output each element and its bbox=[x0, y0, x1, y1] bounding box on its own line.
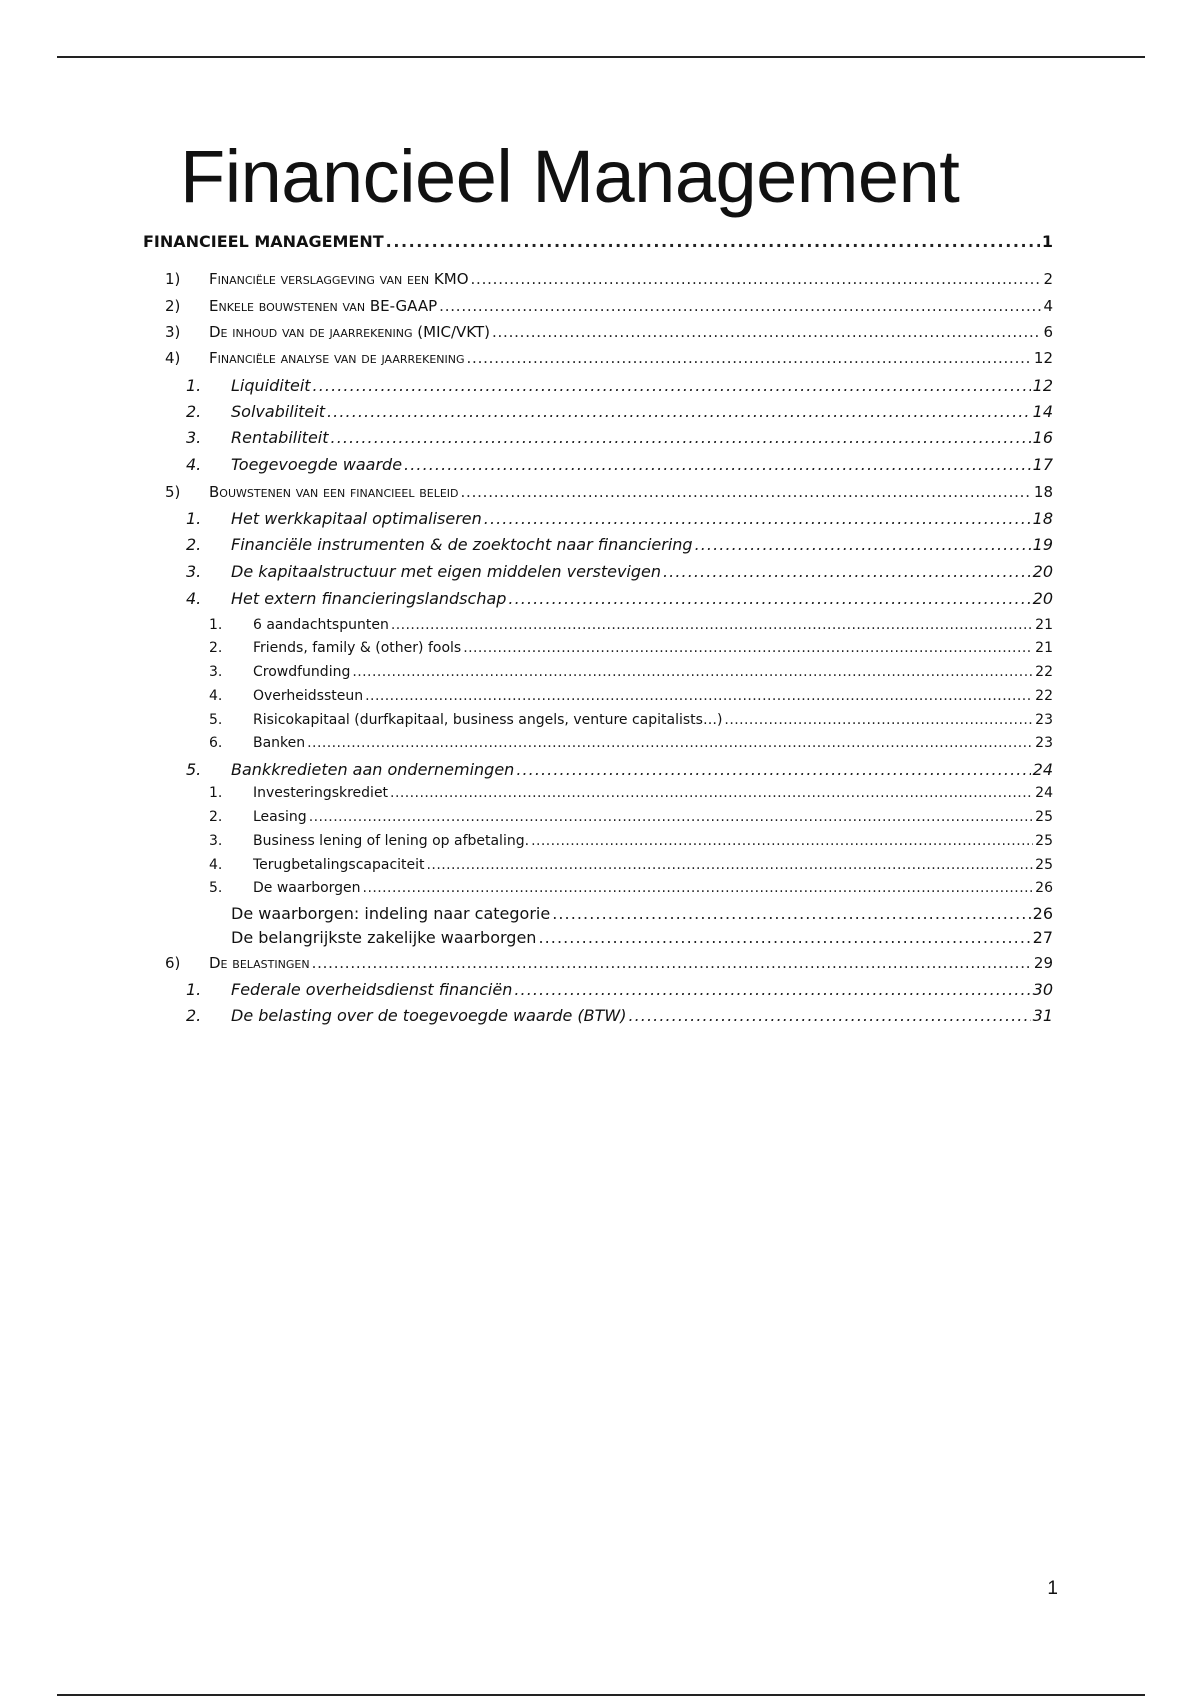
toc-entry-number: 2. bbox=[209, 809, 223, 825]
dot-leader bbox=[386, 232, 1040, 251]
dot-leader bbox=[471, 270, 1042, 288]
toc-entry[interactable] bbox=[209, 785, 1053, 801]
toc-entry[interactable] bbox=[165, 349, 1053, 367]
toc-entry-number: 2. bbox=[209, 640, 223, 656]
toc-entry-title: De belangrijkste zakelijke waarborgen bbox=[231, 928, 537, 947]
toc-entry-title: Rentabiliteit bbox=[231, 428, 329, 447]
toc-entry-number: 4) bbox=[165, 349, 181, 367]
dot-leader bbox=[492, 323, 1041, 341]
toc-entry-number: 3. bbox=[186, 562, 202, 581]
toc-entry[interactable] bbox=[143, 232, 1053, 251]
dot-leader bbox=[531, 833, 1033, 849]
toc-entry[interactable] bbox=[165, 954, 1053, 972]
toc-entry-number: 5. bbox=[209, 712, 223, 728]
toc-entry-page: 12 bbox=[1033, 349, 1053, 367]
toc-entry-title: De kapitaalstructuur met eigen middelen verstevigen bbox=[231, 562, 661, 581]
toc-entry-title: 6 aandachtspunten bbox=[253, 617, 389, 633]
toc-entry[interactable] bbox=[209, 833, 1053, 849]
toc-entry[interactable] bbox=[186, 980, 1053, 999]
toc-entry-title: Het werkkapitaal optimaliseren bbox=[231, 509, 482, 528]
dot-leader bbox=[461, 483, 1032, 501]
toc-entry-title: Enkele bouwstenen van BE-GAAP bbox=[209, 297, 438, 315]
dot-leader bbox=[552, 904, 1030, 923]
toc-entry-title: Leasing bbox=[253, 809, 307, 825]
dot-leader bbox=[307, 735, 1033, 751]
dot-leader bbox=[695, 535, 1031, 554]
toc-entry[interactable] bbox=[186, 509, 1053, 528]
toc-entry-page: 31 bbox=[1032, 1006, 1053, 1025]
page-number: 1 bbox=[1047, 1578, 1058, 1599]
toc-entry-title: Bouwstenen van een financieel beleid bbox=[209, 483, 459, 501]
toc-entry-number: 5. bbox=[209, 880, 223, 896]
toc-entry-page: 16 bbox=[1032, 428, 1053, 447]
toc-entry-page: 19 bbox=[1032, 535, 1053, 554]
toc-entry-number: 2) bbox=[165, 297, 181, 315]
dot-leader bbox=[365, 688, 1033, 704]
toc-entry-title: Financiële analyse van de jaarrekening bbox=[209, 349, 465, 367]
toc-entry-page: 2 bbox=[1043, 270, 1053, 288]
dot-leader bbox=[663, 562, 1031, 581]
dot-leader bbox=[508, 589, 1030, 608]
toc-entry-page: 21 bbox=[1035, 617, 1053, 633]
toc-entry-page: 18 bbox=[1032, 509, 1053, 528]
toc-entry[interactable] bbox=[209, 735, 1053, 751]
toc-entry-page: 25 bbox=[1035, 809, 1053, 825]
toc-entry[interactable] bbox=[231, 928, 1053, 947]
toc-entry-page: 30 bbox=[1032, 980, 1053, 999]
dot-leader bbox=[724, 712, 1033, 728]
toc-entry[interactable] bbox=[165, 270, 1053, 288]
toc-entry-page: 27 bbox=[1032, 928, 1053, 947]
toc-entry-title: Het extern financieringslandschap bbox=[231, 589, 507, 608]
toc-entry-number: 2. bbox=[186, 402, 202, 421]
toc-entry-title: Investeringskrediet bbox=[253, 785, 389, 801]
toc-entry-page: 24 bbox=[1032, 760, 1053, 779]
toc-entry-page: 22 bbox=[1035, 664, 1053, 680]
toc-entry-page: 18 bbox=[1033, 483, 1053, 501]
toc-entry-title: De inhoud van de jaarrekening (MIC/VKT) bbox=[209, 323, 490, 341]
toc-entry-title: De belastingen bbox=[209, 954, 310, 972]
toc-entry[interactable] bbox=[165, 483, 1053, 501]
toc-entry-page: 29 bbox=[1033, 954, 1053, 972]
toc-entry[interactable] bbox=[209, 857, 1053, 873]
dot-leader bbox=[327, 402, 1031, 421]
toc-entry[interactable] bbox=[209, 640, 1053, 656]
toc-entry-page: 12 bbox=[1032, 376, 1053, 395]
toc-entry-page: 21 bbox=[1035, 640, 1053, 656]
toc-entry[interactable] bbox=[165, 323, 1053, 341]
dot-leader bbox=[309, 809, 1033, 825]
toc-entry[interactable] bbox=[186, 535, 1053, 554]
toc-entry[interactable] bbox=[186, 428, 1053, 447]
toc-entry-title: De waarborgen bbox=[253, 880, 361, 896]
toc-entry-title: Crowdfunding bbox=[253, 664, 351, 680]
dot-leader bbox=[514, 980, 1030, 999]
toc-entry-number: 1. bbox=[186, 509, 202, 528]
toc-entry-title: Terugbetalingscapaciteit bbox=[253, 857, 425, 873]
dot-leader bbox=[463, 640, 1033, 656]
footer-rule bbox=[57, 1694, 1145, 1696]
toc-entry-page: 26 bbox=[1035, 880, 1053, 896]
toc-entry-number: 3. bbox=[209, 833, 223, 849]
toc-entry[interactable] bbox=[165, 297, 1053, 315]
dot-leader bbox=[331, 428, 1031, 447]
toc-entry-number: 4. bbox=[209, 857, 223, 873]
toc-entry[interactable] bbox=[186, 402, 1053, 421]
toc-entry-number: 3. bbox=[186, 428, 202, 447]
dot-leader bbox=[404, 455, 1031, 474]
dot-leader bbox=[312, 954, 1032, 972]
toc-entry-number: 3. bbox=[209, 664, 223, 680]
toc-entry[interactable] bbox=[231, 904, 1053, 923]
toc-entry-number: 4. bbox=[209, 688, 223, 704]
toc-entry-title: Solvabiliteit bbox=[231, 402, 325, 421]
dot-leader bbox=[628, 1006, 1030, 1025]
toc-entry[interactable] bbox=[186, 760, 1053, 779]
toc-entry[interactable] bbox=[209, 712, 1053, 728]
toc-entry[interactable] bbox=[186, 562, 1053, 581]
toc-entry-title: Banken bbox=[253, 735, 306, 751]
toc-entry-page: 14 bbox=[1032, 402, 1053, 421]
toc-entry-title: Friends, family & (other) fools bbox=[253, 640, 462, 656]
header-rule bbox=[57, 56, 1145, 58]
dot-leader bbox=[467, 349, 1032, 367]
toc-entry[interactable] bbox=[209, 664, 1053, 680]
dot-leader bbox=[390, 785, 1033, 801]
toc-entry-title: Financiële verslaggeving van een KMO bbox=[209, 270, 469, 288]
toc-entry-number: 5. bbox=[186, 760, 202, 779]
toc-entry-page: 24 bbox=[1035, 785, 1053, 801]
toc-entry[interactable] bbox=[209, 809, 1053, 825]
dot-leader bbox=[313, 376, 1031, 395]
toc-entry-page: 6 bbox=[1043, 323, 1053, 341]
toc-entry-title: Risicokapitaal (durfkapitaal, business angels, venture capitalists…) bbox=[253, 712, 723, 728]
dot-leader bbox=[363, 880, 1034, 896]
dot-leader bbox=[516, 760, 1030, 779]
toc-entry-title: FINANCIEEL MANAGEMENT bbox=[143, 232, 384, 251]
toc-entry-title: De waarborgen: indeling naar categorie bbox=[231, 904, 551, 923]
toc-entry-page: 17 bbox=[1032, 455, 1053, 474]
toc-entry[interactable] bbox=[209, 688, 1053, 704]
toc-entry-number: 1) bbox=[165, 270, 181, 288]
toc-entry-number: 6. bbox=[209, 735, 223, 751]
toc-entry-title: Liquiditeit bbox=[231, 376, 311, 395]
toc-entry-page: 1 bbox=[1041, 232, 1053, 251]
toc-entry-title: Financiële instrumenten & de zoektocht naar financiering bbox=[231, 535, 693, 554]
dot-leader bbox=[352, 664, 1033, 680]
toc-entry-number: 3) bbox=[165, 323, 181, 341]
toc-entry-title: Business lening of lening op afbetaling. bbox=[253, 833, 530, 849]
toc-entry-number: 1. bbox=[186, 376, 202, 395]
toc-entry-number: 2. bbox=[186, 1006, 202, 1025]
toc-entry-number: 1. bbox=[209, 785, 223, 801]
toc-entry[interactable] bbox=[186, 376, 1053, 395]
toc-entry-number: 4. bbox=[186, 455, 202, 474]
toc-entry-number: 1. bbox=[209, 617, 223, 633]
toc-entry-number: 4. bbox=[186, 589, 202, 608]
document-title: Financieel Management bbox=[180, 135, 960, 218]
toc-entry-number: 5) bbox=[165, 483, 181, 501]
toc-entry-number: 6) bbox=[165, 954, 181, 972]
toc-entry-page: 23 bbox=[1035, 735, 1053, 751]
toc-entry-title: Bankkredieten aan ondernemingen bbox=[231, 760, 515, 779]
toc-entry-page: 22 bbox=[1035, 688, 1053, 704]
dot-leader bbox=[484, 509, 1031, 528]
toc-entry[interactable] bbox=[186, 1006, 1053, 1025]
dot-leader bbox=[439, 297, 1041, 315]
toc-entry-page: 23 bbox=[1035, 712, 1053, 728]
toc-entry-title: Federale overheidsdienst financiën bbox=[231, 980, 513, 999]
toc-entry-title: De belasting over de toegevoegde waarde (BTW) bbox=[231, 1006, 627, 1025]
toc-entry[interactable] bbox=[186, 455, 1053, 474]
toc-entry-number: 2. bbox=[186, 535, 202, 554]
toc-entry-page: 20 bbox=[1032, 589, 1053, 608]
toc-entry-title: Toegevoegde waarde bbox=[231, 455, 403, 474]
dot-leader bbox=[391, 617, 1033, 633]
toc-entry[interactable] bbox=[209, 617, 1053, 633]
toc-entry-title: Overheidssteun bbox=[253, 688, 364, 704]
toc-entry-page: 25 bbox=[1035, 857, 1053, 873]
toc-entry-page: 25 bbox=[1035, 833, 1053, 849]
dot-leader bbox=[538, 928, 1030, 947]
toc-entry-page: 4 bbox=[1043, 297, 1053, 315]
toc-entry-page: 26 bbox=[1032, 904, 1053, 923]
toc-entry-page: 20 bbox=[1032, 562, 1053, 581]
dot-leader bbox=[427, 857, 1034, 873]
toc-entry-number: 1. bbox=[186, 980, 202, 999]
toc-entry[interactable] bbox=[209, 880, 1053, 896]
toc-entry[interactable] bbox=[186, 589, 1053, 608]
